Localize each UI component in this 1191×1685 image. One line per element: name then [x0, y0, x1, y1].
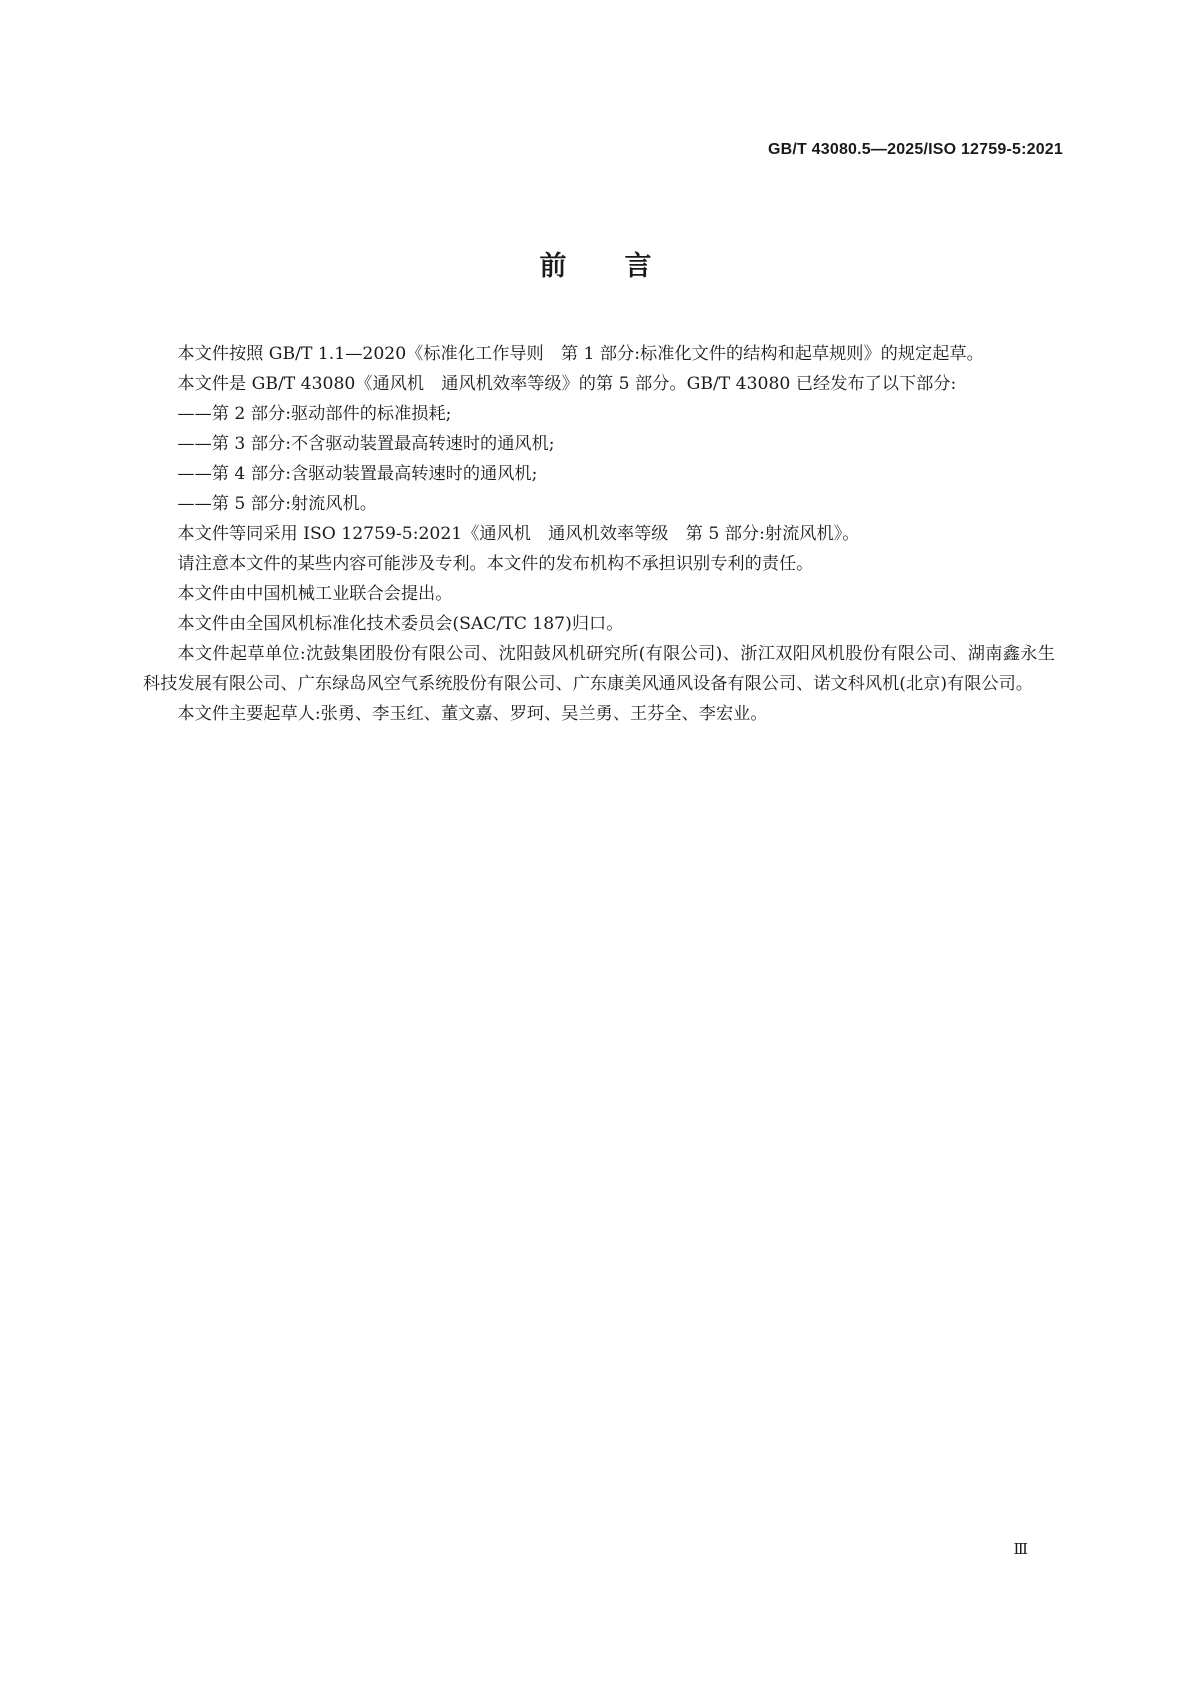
list-item-part-4: ——第 4 部分:含驱动装置最高转速时的通风机;: [177, 464, 538, 484]
paragraph-part-overview: 本文件是 GB/T 43080《通风机 通风机效率等级》的第 5 部分。GB/T 43080 已经发布了以下部分:: [177, 374, 957, 394]
paragraph-proposer: 本文件由中国机械工业联合会提出。: [177, 584, 453, 604]
list-item-part-5: ——第 5 部分:射流风机。: [177, 494, 377, 514]
page-title: 前言: [539, 251, 710, 282]
foreword-body: [143, 339, 1055, 729]
paragraph-drafters: 本文件主要起草人:张勇、李玉红、董文嘉、罗珂、吴兰勇、王芬全、李宏业。: [177, 704, 768, 724]
paragraph-patent-notice: 请注意本文件的某些内容可能涉及专利。本文件的发布机构不承担识别专利的责任。: [177, 554, 814, 574]
list-item-part-2: ——第 2 部分:驱动部件的标准损耗;: [177, 404, 452, 424]
standard-code-header: GB/T 43080.5—2025/ISO 12759-5:2021: [768, 141, 1063, 158]
paragraph-committee: 本文件由全国风机标准化技术委员会(SAC/TC 187)归口。: [177, 614, 624, 634]
paragraph-drafting-units: 本文件起草单位:沈鼓集团股份有限公司、沈阳鼓风机研究所(有限公司)、浙江双阳风机股份有限公司、湖南鑫永生科技发展有限公司、广东绿岛风空气系统股份有限公司、广东康美风通风设备有限公司、诺文科风机(北京)有限公司。: [143, 644, 1055, 694]
list-item-part-3: ——第 3 部分:不含驱动装置最高转速时的通风机;: [177, 434, 555, 454]
page-number: Ⅲ: [1013, 1540, 1028, 1558]
paragraph-drafting-rules: 本文件按照 GB/T 1.1—2020《标准化工作导则 第 1 部分:标准化文件的结构和起草规则》的规定起草。: [177, 344, 984, 364]
paragraph-iso-adoption: 本文件等同采用 ISO 12759-5:2021《通风机 通风机效率等级 第 5 部分:射流风机》。: [177, 524, 860, 544]
